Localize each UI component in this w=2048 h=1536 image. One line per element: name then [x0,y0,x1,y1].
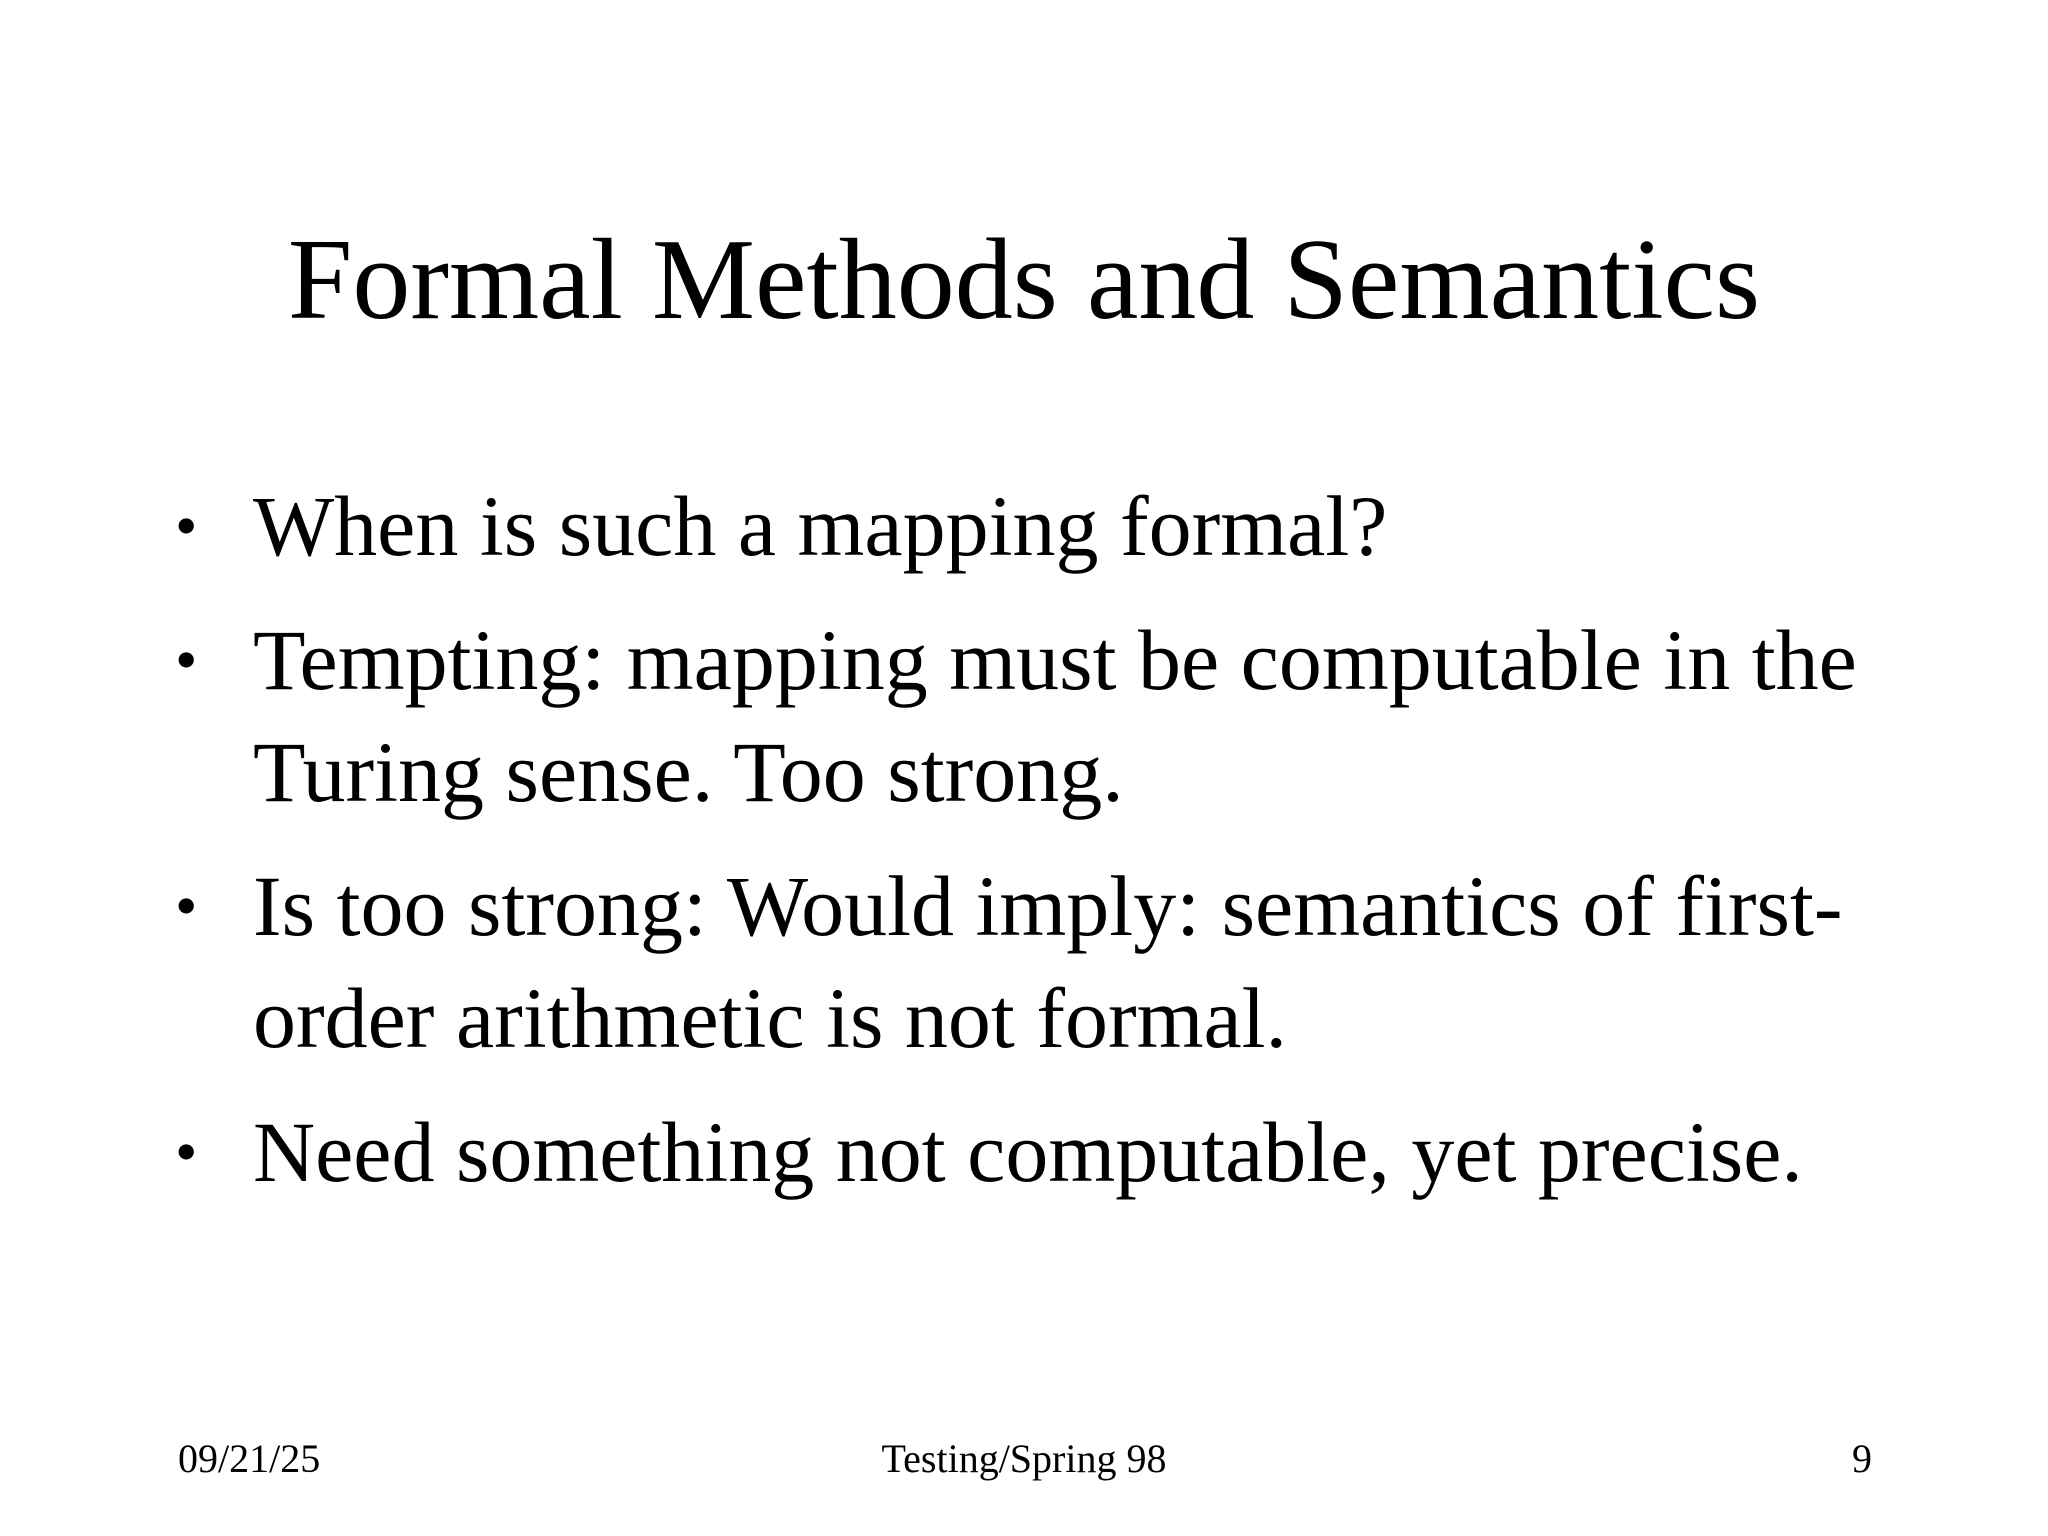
bullet-item [175,604,1895,828]
bullet-icon: • [175,1116,198,1187]
bullet-icon: • [175,870,198,941]
bullet-list [175,470,1895,1230]
bullet-icon: • [175,490,198,561]
bullet-text: Need something not computable, yet precise. [253,1104,1803,1200]
bullet-item [175,850,1895,1074]
bullet-icon: • [175,624,198,695]
bullet-item [175,470,1895,582]
bullet-text: Is too strong: Would imply: semantics of first-order arithmetic is not formal. [253,858,1843,1066]
footer-page-number: 9 [1852,1436,1872,1481]
footer-course-label: Testing/Spring 98 [881,1436,1167,1481]
footer-date: 09/21/25 [178,1436,321,1481]
bullet-text: Tempting: mapping must be computable in the Turing sense. Too strong. [253,612,1857,820]
bullet-item [175,1096,1895,1208]
slide-title: Formal Methods and Semantics [287,216,1761,344]
bullet-text: When is such a mapping formal? [253,478,1388,574]
